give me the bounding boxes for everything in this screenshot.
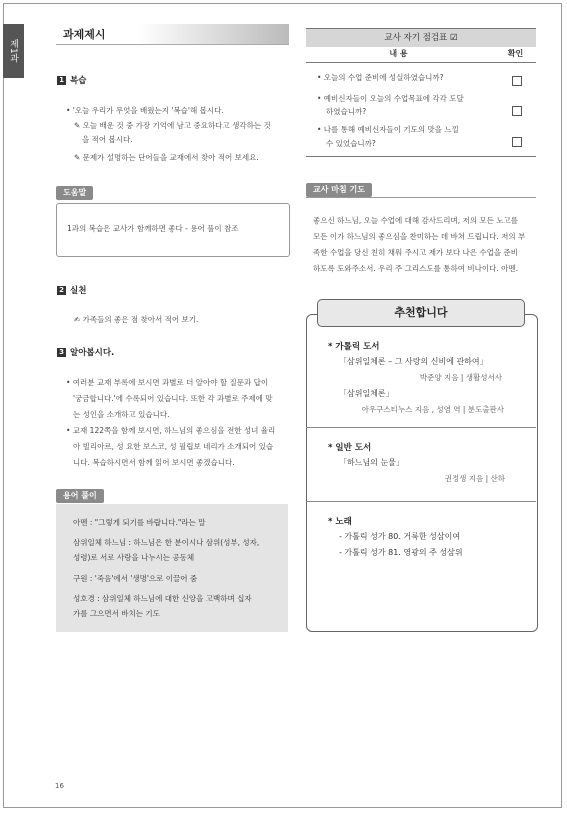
glossary-line-3: 성령)로 서로 사랑을 나누시는 공동체	[73, 553, 195, 562]
book-3-title: 「하느님의 눈물」	[339, 458, 404, 467]
checklist-title: 교사 자기 점검표 ☑	[306, 28, 536, 47]
page-number: 16	[55, 782, 64, 790]
prayer-line-2: 모든 이가 하느님의 좋으심을 찬미하는 데 바쳐 드립니다. 저의 부	[313, 232, 526, 241]
recommend-cat-general: * 일반 도서	[328, 443, 372, 453]
glossary-label: 용어 풀이	[56, 489, 104, 503]
checklist-divider	[306, 62, 536, 63]
glossary-line-4: 구원 : '죽음'에서 '생명'으로 이끌어 줌	[73, 574, 198, 583]
recommend-cat-song: * 노래	[328, 517, 352, 527]
checklist-col-content: 내 용	[389, 49, 408, 58]
checklist-row-2a: • 예비신자들이 오늘의 수업목표에 각각 도달	[317, 94, 464, 103]
prayer-line-1: 좋으신 하느님, 오늘 수업에 대해 감사드리며, 저의 모든 노고를	[313, 216, 518, 225]
review-line-4: ✎ 문제가 설명하는 단어들을 교재에서 찾아 적어 보세요.	[74, 153, 259, 162]
review-line-1: • '오늘 우리가 무엇을 배웠는지 '복습'해 봅시다.	[66, 106, 224, 115]
learn-line-5: 아 빌리아르, 성 요한 보스코, 성 필립보 네리가 소개되어 있습	[73, 442, 274, 451]
checklist-checkbox-1[interactable]	[512, 76, 522, 86]
glossary-line-6: 가를 그으면서 바치는 기도	[73, 609, 160, 618]
recommend-divider-1	[306, 427, 536, 428]
checklist-checkbox-3[interactable]	[512, 137, 522, 147]
learn-line-3: 는 성인을 소개하고 있습니다.	[73, 410, 170, 419]
help-label: 도움말	[56, 186, 93, 200]
checklist-row-1: • 오늘의 수업 준비에 성실하였습니까?	[317, 73, 444, 82]
review-line-3: 을 적어 봅시다.	[82, 135, 133, 144]
checklist-bottom	[306, 156, 536, 157]
checklist-row-3b: 수 있었습니까?	[326, 139, 376, 148]
book-3-source: 권정생 지음 | 산하	[444, 474, 505, 483]
recommend-title: 추천합니다	[317, 299, 525, 327]
prayer-rule	[306, 197, 536, 198]
review-line-2: ✎ 오늘 배운 것 중 가장 기억에 남고 중요하다고 생각하는 것	[74, 121, 271, 130]
recommend-divider-2	[306, 501, 536, 502]
chapter-side-tab: 제1과	[3, 24, 24, 78]
glossary-line-5: 성호경 : 삼위일체 하느님에 대한 신앙을 고백하며 십자	[73, 594, 252, 603]
page-title: 과제제시	[63, 28, 106, 41]
learn-line-6: 니다. 복습하시면서 함께 읽어 보시면 좋겠습니다.	[73, 458, 235, 467]
recommend-cat-catholic: * 가톨릭 도서	[328, 342, 380, 352]
help-text: 1과의 복습은 교사가 함께하면 좋다 - 용어 풀이 참조	[67, 224, 239, 233]
section-practice-heading: 2 실천	[57, 284, 86, 296]
book-2-title: 「삼위일체론」	[339, 389, 394, 398]
checklist-row-3a: • 나를 통해 예비신자들이 기도의 맛을 느낄	[317, 125, 459, 134]
prayer-line-4: 하도록 도와주소서. 우리 주 그리스도를 통하여 비나이다. 아멘.	[313, 264, 518, 273]
glossary-line-1: 아멘 : "그렇게 되기를 바랍니다."라는 말	[73, 518, 206, 527]
prayer-label: 교사 마침 기도	[306, 183, 372, 197]
learn-line-1: • 여러분 교재 부록에 보시면 과별로 더 알아야 할 질문과 답이	[66, 378, 269, 387]
learn-line-2: '궁금합니다.'에 수록되어 있습니다. 또한 각 과별로 주제에 맞	[73, 394, 273, 403]
checklist-checkbox-2[interactable]	[512, 106, 522, 116]
song-1: - 가톨릭 성가 80. 거룩한 성삼이여	[339, 532, 461, 541]
prayer-line-3: 족한 수업을 당신 친히 채워 주시고 제가 보다 나은 수업을 준비	[313, 248, 518, 257]
song-2: - 가톨릭 성가 81. 영광의 주 성삼위	[339, 548, 463, 557]
checklist-row-2b: 하였습니까?	[326, 107, 367, 116]
section-learn-heading: 3 알아봅시다.	[57, 346, 114, 358]
learn-line-4: • 교재 122쪽을 함께 보시면, 하느님의 좋으심을 전한 성녀 율리	[66, 426, 276, 435]
section-header	[56, 24, 289, 45]
section-review-heading: 1 복습	[57, 74, 86, 86]
practice-text: ✍ 가족들의 좋은 점 찾아서 적어 보기.	[74, 315, 199, 324]
checklist-col-check: 확인	[507, 49, 524, 58]
book-1-title: 「삼위일체론 – 그 사랑의 신비에 관하여」	[339, 357, 488, 366]
book-2-source: 아우구스티누스 지음 , 성염 역 | 분도출판사	[361, 405, 504, 414]
glossary-line-2: 삼위일체 하느님 : 하느님은 한 분이시나 삼위(성부, 성자,	[73, 538, 260, 547]
book-1-source: 박준양 지음 | 생활성서사	[419, 373, 502, 382]
